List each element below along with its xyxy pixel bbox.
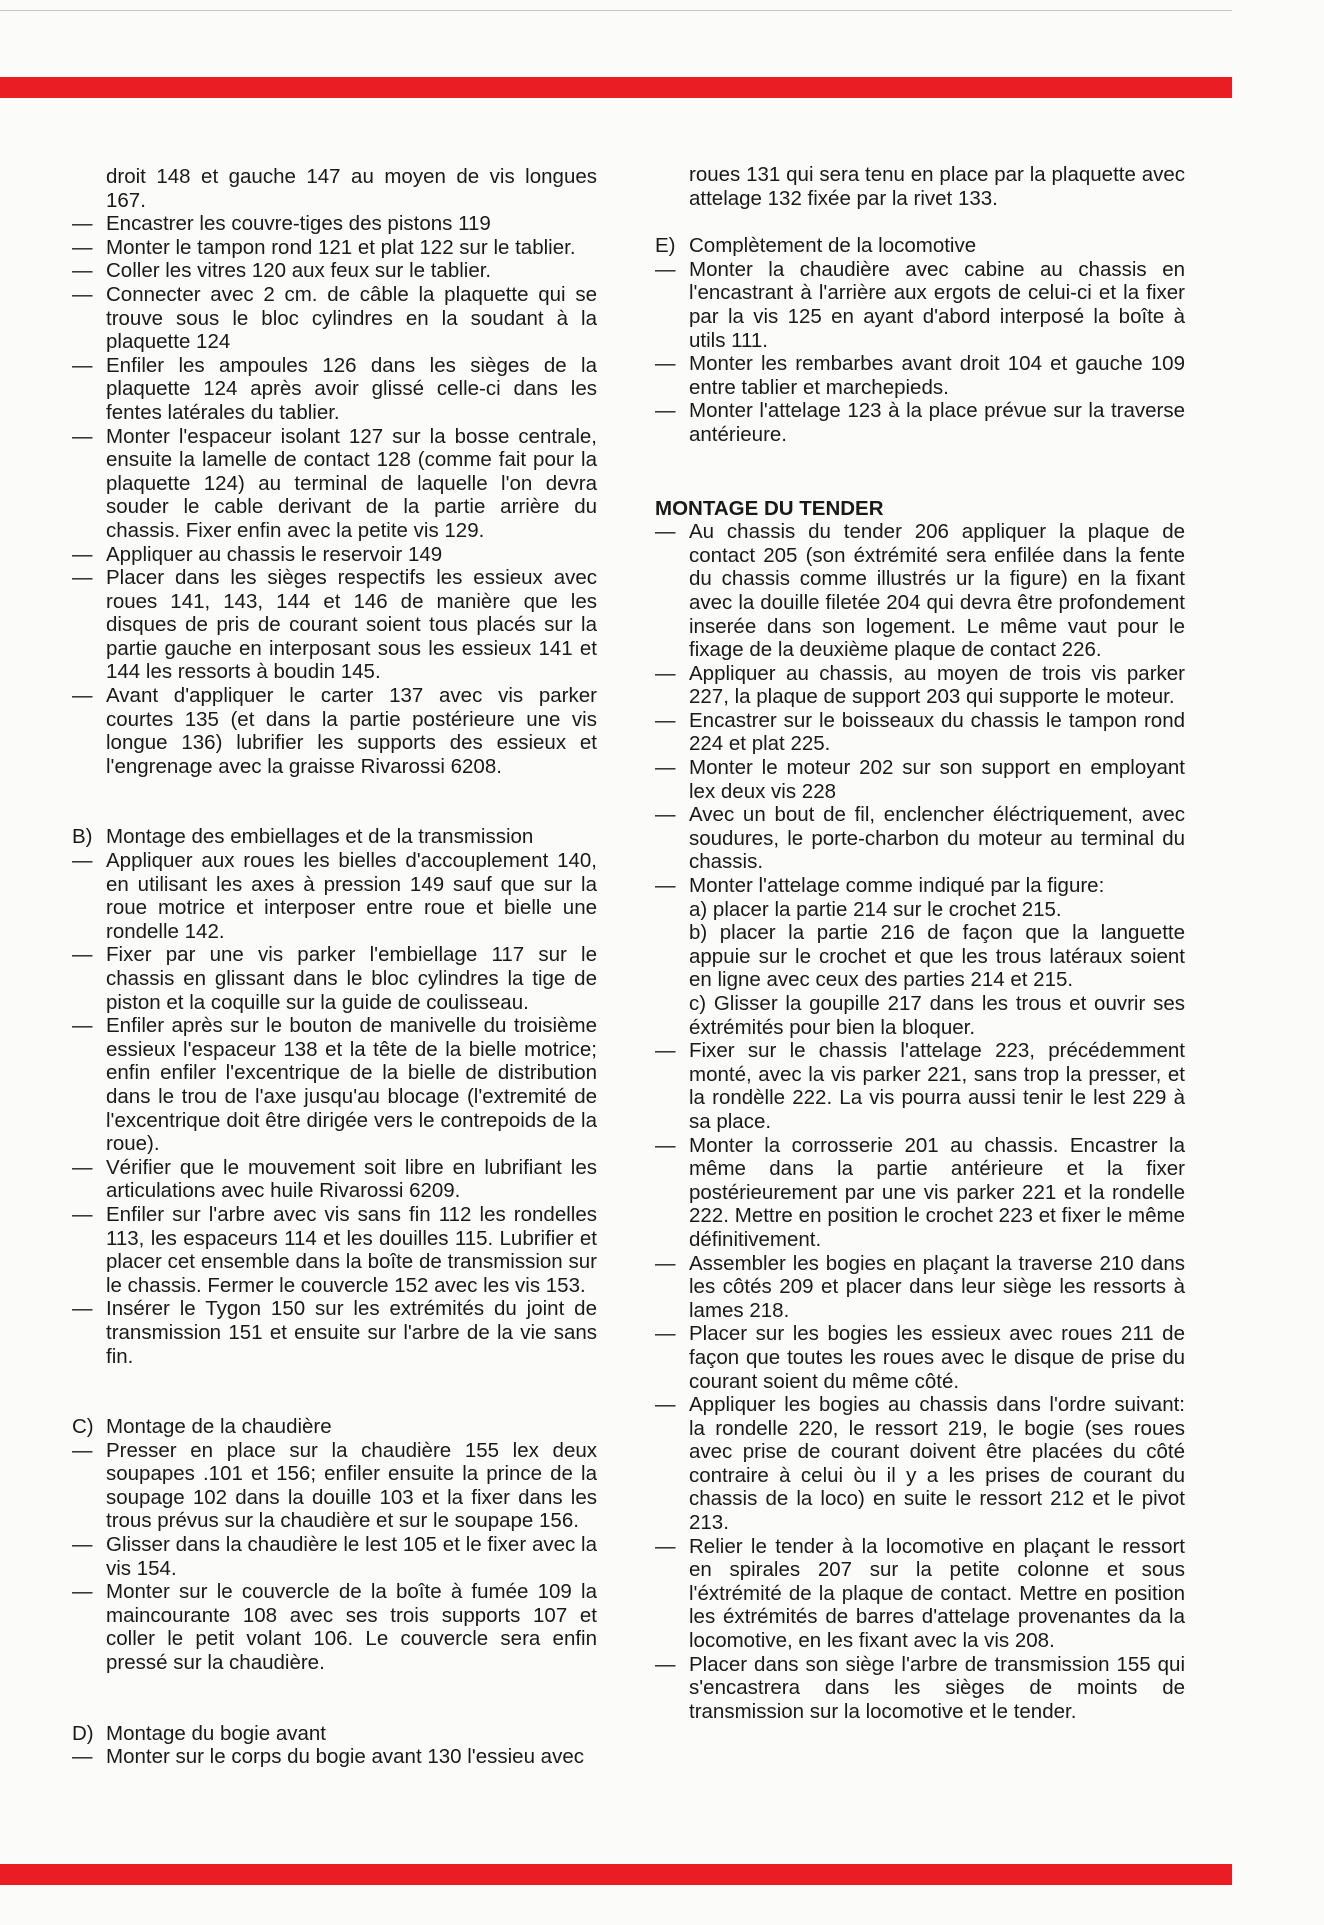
section-letter: E) xyxy=(655,234,676,258)
list-item: — Monter le moteur 202 sur son support en employant lex deux vis 228 xyxy=(655,756,1185,803)
list-item: — Appliquer au chassis, au moyen de trois vis parker 227, la plaque de support 203 qui supporte le moteur. xyxy=(655,662,1185,709)
list-item: — Avant d'appliquer le carter 137 avec vis parker courtes 135 (et dans la partie postérieure une vis longue 136) lubrifier les supports des essieux et l'engrenage avec la graisse Rivarossi 6208. xyxy=(72,684,597,778)
list-item: — Placer sur les bogies les essieux avec roues 211 de façon que toutes les roues avec le disque de prise du courant soient du même côté. xyxy=(655,1322,1185,1393)
list-item: — Glisser dans la chaudière le lest 105 et le fixer avec la vis 154. xyxy=(72,1533,597,1580)
list-item: — Placer dans son siège l'arbre de transmission 155 qui s'encastrera dans les sièges de moints de transmission sur la locomotive et le tender. xyxy=(655,1653,1185,1724)
list-item: — Appliquer les bogies au chassis dans l'ordre suivant: la rondelle 220, le ressort 219, le bogie (ses roues avec prise de courant doivent être placées du côté contraire à celui òu il y a les prises de courant du chassis de la loco) en suite le ressort 212 et le pivot 213. xyxy=(655,1393,1185,1535)
step-list-c xyxy=(72,1439,597,1675)
list-item: — Monter les rembarbes avant droit 104 et gauche 109 entre tablier et marchepieds. xyxy=(655,352,1185,399)
section-d-title xyxy=(72,1722,597,1746)
list-item: — Monter sur le corps du bogie avant 130 l'essieu avec xyxy=(72,1745,597,1769)
section-title: Montage du bogie avant xyxy=(106,1721,326,1745)
section-e-title xyxy=(655,234,1185,258)
list-item: — Avec un bout de fil, enclencher éléctriquement, avec soudures, le porte-charbon du moteur au terminal du chassis. xyxy=(655,803,1185,874)
section-b-title xyxy=(72,825,597,849)
list-item: — Appliquer aux roues les bielles d'accouplement 140, en utilisant les axes à pression 149 sauf que sur la roue motrice et interposer entre roue et bielle une rondelle 142. xyxy=(72,849,597,943)
footer-band xyxy=(0,1864,1232,1885)
list-item: — Insérer le Tygon 150 sur les extrémités du joint de transmission 151 et ensuite sur l'arbre de la vie sans fin. xyxy=(72,1297,597,1368)
list-item-attelage xyxy=(655,874,1185,1039)
list-item: — Relier le tender à la locomotive en plaçant le ressort en spirales 207 sur la petite colonne et sous l'éxtrémité de la plaque de contact. Mettre en position les éxtrémités de barres d'attelage provenantes da la locomotive, en les fixant avec la vis 208. xyxy=(655,1535,1185,1653)
step-list-e xyxy=(655,258,1185,447)
list-item: — Encastrer les couvre-tiges des pistons 119 xyxy=(72,212,597,236)
section-title: Complètement de la locomotive xyxy=(689,234,977,258)
list-item: — Encastrer sur le boisseaux du chassis le tampon rond 224 et plat 225. xyxy=(655,709,1185,756)
left-column xyxy=(72,165,597,1769)
header-band xyxy=(0,77,1232,98)
list-item: — Enfiler après sur le bouton de manivelle du troisième essieux l'espaceur 138 et la tête de la bielle motrice; enfin enfiler l'excentrique de la bielle de distribution dans le trou de l'axe jusqu'au blocage (l'extremité de l'excentrique doit être dirigée vers le contrepoids de la roue). xyxy=(72,1014,597,1156)
list-item: — Monter le tampon rond 121 et plat 122 sur le tablier. xyxy=(72,236,597,260)
continued-paragraph: droit 148 et gauche 147 au moyen de vis longues 167. xyxy=(106,165,597,212)
list-item: — Placer dans les sièges respectifs les essieux avec roues 141, 143, 144 et 146 de manière que les disques de pris de courant soient tous placés sur la partie gauche en interposant sous les essieux 141 et 144 les ressorts à boudin 145. xyxy=(72,566,597,684)
list-item: — Monter la corrosserie 201 au chassis. Encastrer la même dans la partie antérieure et la fixer postérieurement par une vis parker 221 et la rondelle 222. Mettre en position le crochet 223 et fixer le même définitivement. xyxy=(655,1134,1185,1252)
attelage-intro: — Monter l'attelage comme indiqué par la figure: xyxy=(689,874,1105,898)
list-item: — Connecter avec 2 cm. de câble la plaquette qui se trouve sous le bloc cylindres en la soudant à la plaquette 124 xyxy=(72,283,597,354)
list-item: — Monter la chaudière avec cabine au chassis en l'encastrant à l'arrière aux ergots de celui-ci et la fixer par la vis 125 en ayant d'abord interposé la boîte à utils 111. xyxy=(655,258,1185,352)
step-list-tender xyxy=(655,520,1185,1723)
list-item: — Monter sur le couvercle de la boîte à fumée 109 la maincourante 108 avec ses trois supports 107 et coller le petit volant 106. Le couvercle sera enfin pressé sur la chaudière. xyxy=(72,1580,597,1674)
step-list-a xyxy=(72,212,597,778)
list-item: — Assembler les bogies en plaçant la traverse 210 dans les côtés 209 et placer dans leur siège les ressorts à lames 218. xyxy=(655,1252,1185,1323)
tender-heading: MONTAGE DU TENDER xyxy=(655,496,884,520)
section-letter: B) xyxy=(72,825,93,849)
section-c-title xyxy=(72,1415,597,1439)
list-item: — Presser en place sur la chaudière 155 lex deux soupapes .101 et 156; enfiler ensuite la prince de la soupage 102 dans la douille 103 et la fixer dans les trous prévus sur la chaudière et sur le soupape 156. xyxy=(72,1439,597,1533)
attelage-step-b: b) placer la partie 216 de façon que la languette appuie sur le crochet et que les trous latéraux soient en ligne avec ceux des parties 214 et 215. xyxy=(689,921,1185,992)
step-list-b xyxy=(72,849,597,1368)
list-item: — Fixer par une vis parker l'embiellage 117 sur le chassis en glissant dans le bloc cylindres la tige de piston et la coquille sur la guide de coulisseau. xyxy=(72,943,597,1014)
list-item: — Enfiler sur l'arbre avec vis sans fin 112 les rondelles 113, les espaceurs 114 et les douilles 115. Lubrifier et placer cet ensemble dans la boîte de transmission sur le chassis. Fermer le couvercle 152 avec les vis 153. xyxy=(72,1203,597,1297)
section-letter: D) xyxy=(72,1721,94,1745)
continued-paragraph: roues 131 qui sera tenu en place par la plaquette avec attelage 132 fixée par la rivet 133. xyxy=(689,163,1185,210)
section-letter: C) xyxy=(72,1415,94,1439)
section-title: Montage de la chaudière xyxy=(106,1415,332,1439)
list-item: — Au chassis du tender 206 appliquer la plaque de contact 205 (son éxtrémité sera enfilée dans la fente du chassis comme illustrés ur la figure) en la fixant avec la douille filetée 204 qui devra être profondement inserée dans son logement. Le même vaut pour le fixage de la deuxième plaque de contact 226. xyxy=(655,520,1185,662)
top-rule xyxy=(0,10,1232,11)
attelage-step-c: c) Glisser la goupille 217 dans les trous et ouvrir ses éxtrémités pour bien la bloquer. xyxy=(689,992,1185,1039)
attelage-step-a: a) placer la partie 214 sur le crochet 215. xyxy=(689,897,1062,921)
list-item: — Monter l'attelage 123 à la place prévue sur la traverse antérieure. xyxy=(655,399,1185,446)
list-item: — Fixer sur le chassis l'attelage 223, précédemment monté, avec la vis parker 221, sans trop la presser, et la rondèlle 222. La vis pourra aussi tenir le lest 229 à sa place. xyxy=(655,1039,1185,1133)
list-item: — Monter l'espaceur isolant 127 sur la bosse centrale, ensuite la lamelle de contact 128 (comme fait pour la plaquette 124) au terminal de laquelle l'on devra souder le cable derivant de la partie arrière du chassis. Fixer enfin avec la petite vis 129. xyxy=(72,425,597,543)
list-item: — Coller les vitres 120 aux feux sur le tablier. xyxy=(72,259,597,283)
list-item: — Appliquer au chassis le reservoir 149 xyxy=(72,543,597,567)
right-column xyxy=(655,163,1185,1723)
section-title: Montage des embiellages et de la transmission xyxy=(106,825,534,849)
list-item: — Enfiler les ampoules 126 dans les sièges de la plaquette 124 après avoir glissé celle-ci dans les fentes latérales du tablier. xyxy=(72,354,597,425)
list-item: — Vérifier que le mouvement soit libre en lubrifiant les articulations avec huile Rivarossi 6209. xyxy=(72,1156,597,1203)
step-list-d xyxy=(72,1745,597,1769)
